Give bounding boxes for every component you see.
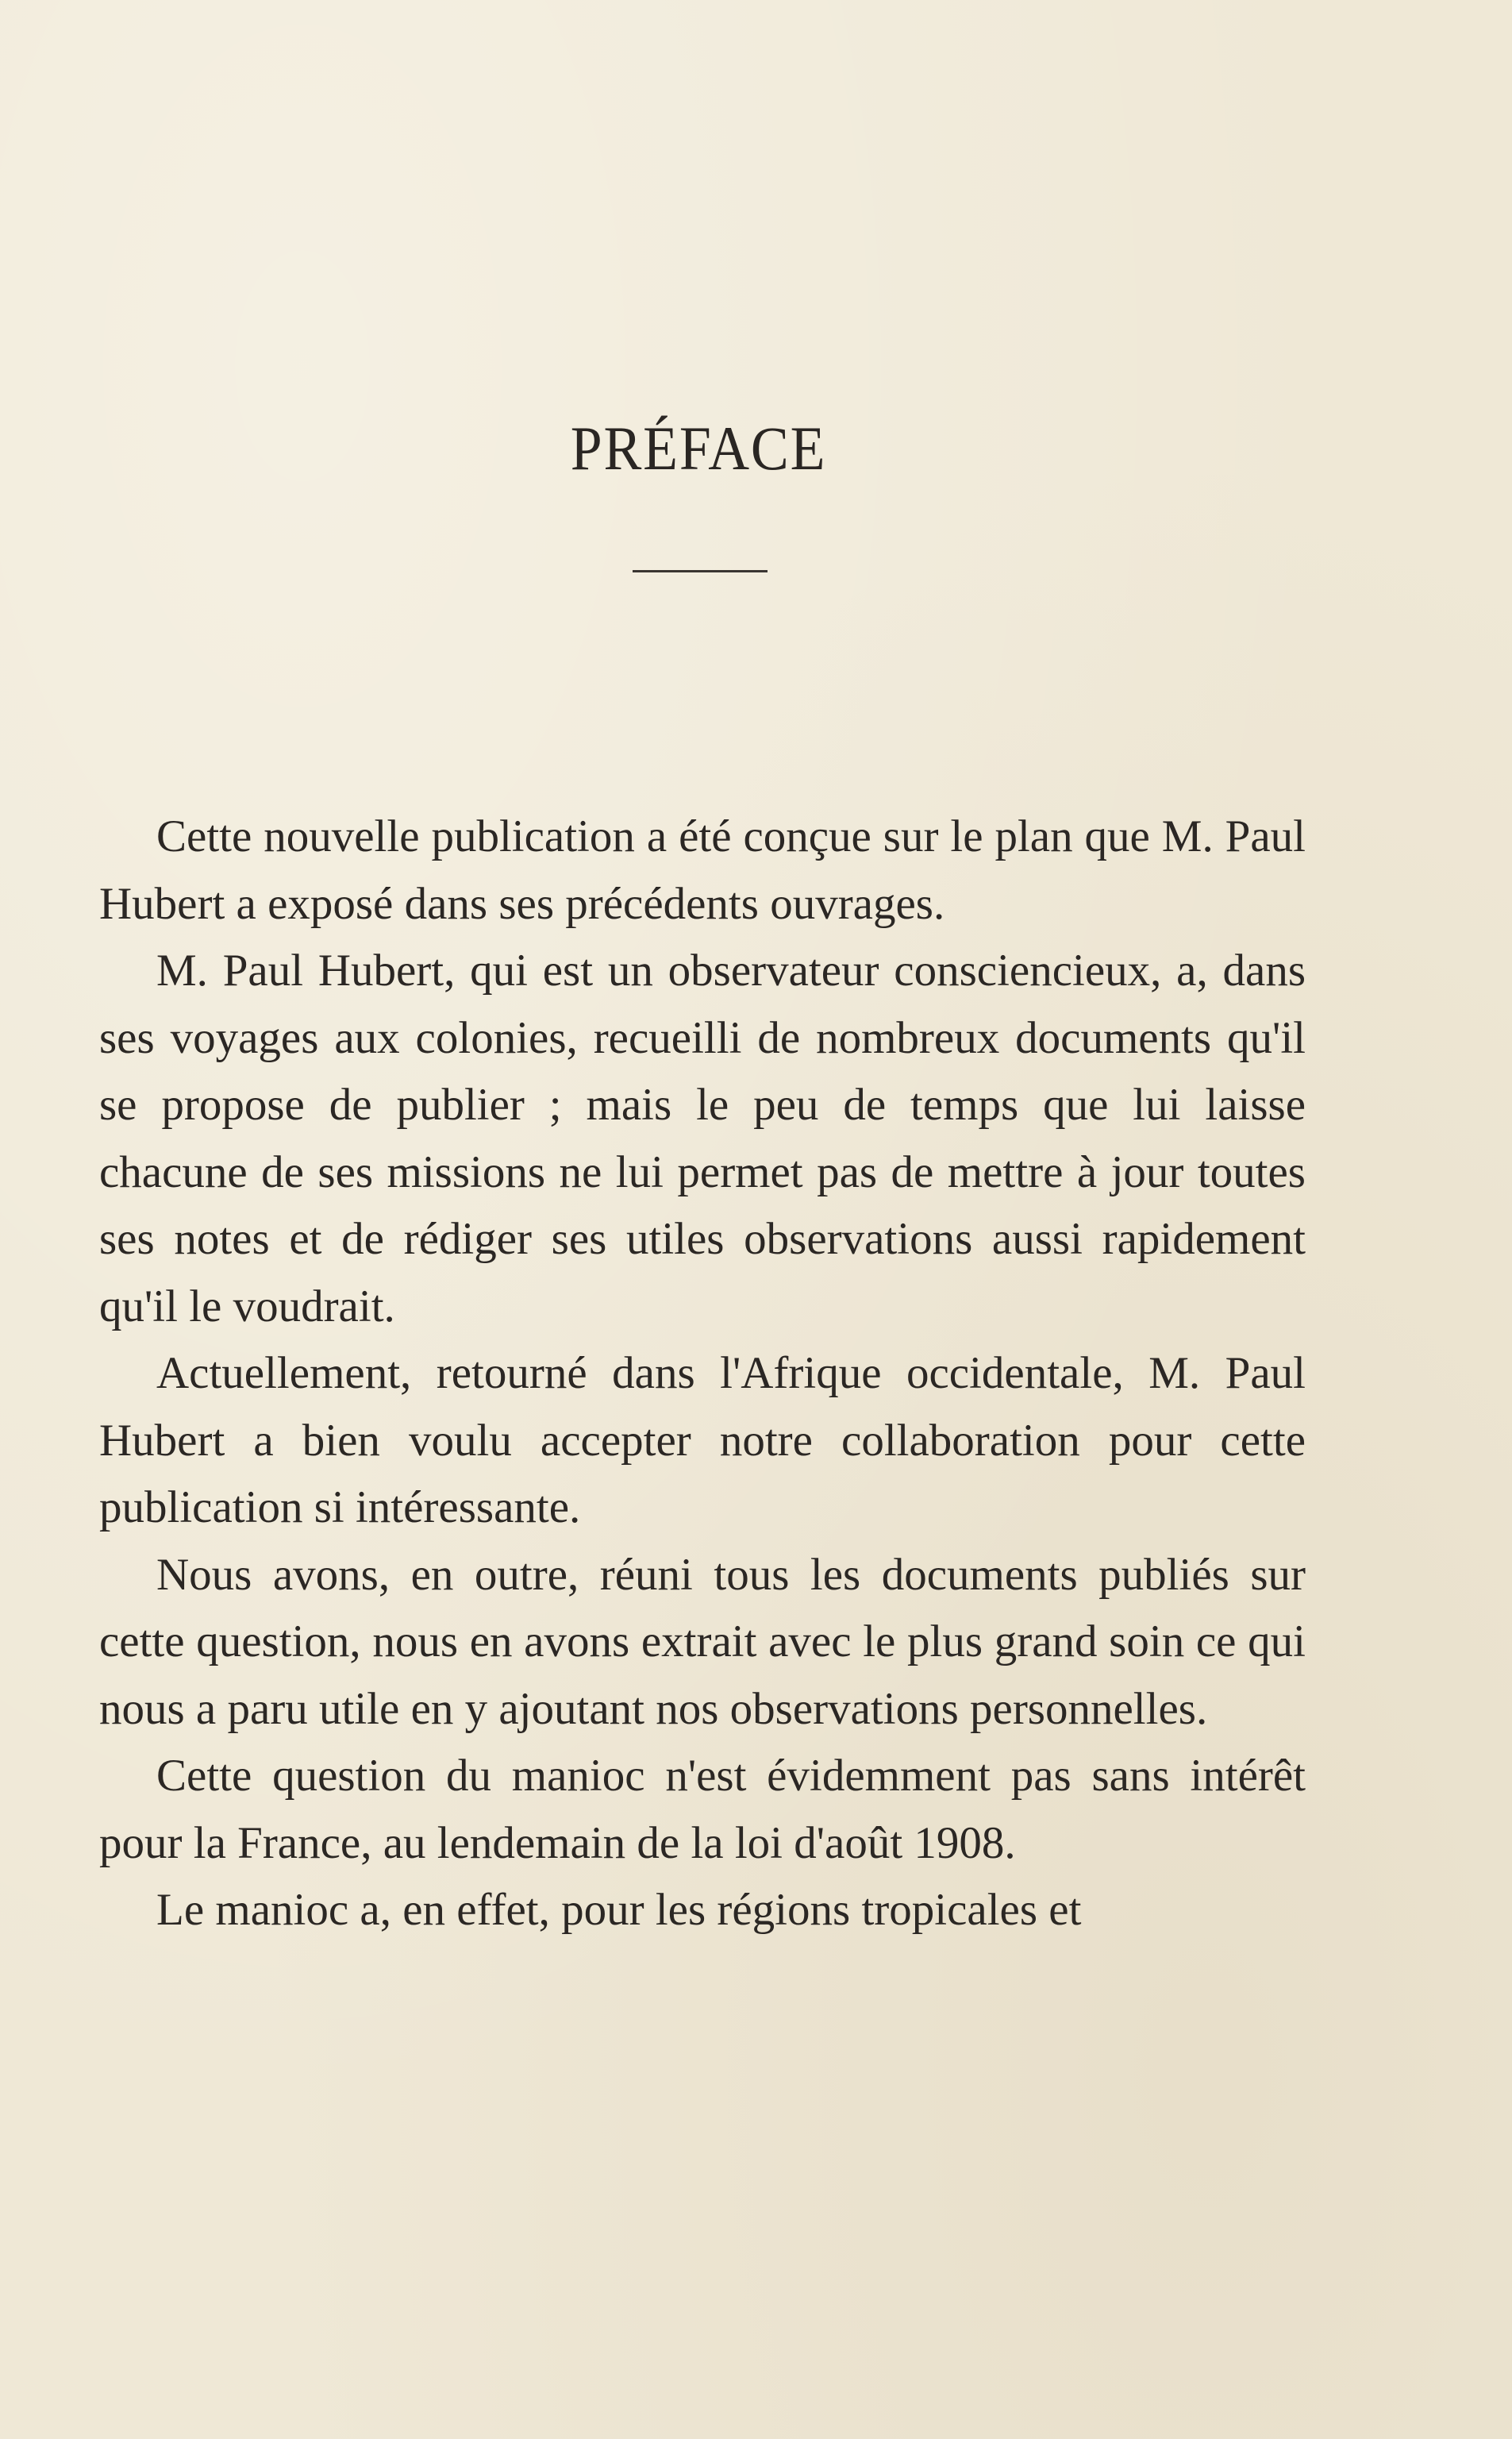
paragraph-2: M. Paul Hubert, qui est un observateur consciencieux, a, dans ses voyages aux colonies, recueilli de nombreux documents qu'il se propose de publier ; mais le peu de temps que lui laisse chacune de ses missions ne lui permet pas de mettre à jour toutes ses notes et de rédiger ses utiles observations aussi rapidement qu'il le voudrait.: [99, 946, 1306, 1331]
paragraph-1: Cette nouvelle publication a été conçue sur le plan que M. Paul Hubert a exposé dans ses précédents ouvrages.: [99, 811, 1306, 929]
preface-body: [99, 803, 1306, 1944]
paragraph-5: Cette question du manioc n'est évidemment pas sans intérêt pour la France, au lendemain de la loi d'août 1908.: [99, 1751, 1306, 1868]
paragraph-6: Le manioc a, en effet, pour les régions tropicales et: [156, 1885, 1082, 1935]
paragraph-4: Nous avons, en outre, réuni tous les documents publiés sur cette question, nous en avons extrait avec le plus grand soin ce qui nous a paru utile en y ajoutant nos observations personnelles.: [99, 1549, 1306, 1734]
title-rule: [633, 570, 768, 572]
paragraph-3: Actuellement, retourné dans l'Afrique occidentale, M. Paul Hubert a bien voulu accepter notre collaboration pour cette publication si intéressante.: [99, 1348, 1306, 1532]
page-title: PRÉFACE: [570, 414, 827, 483]
